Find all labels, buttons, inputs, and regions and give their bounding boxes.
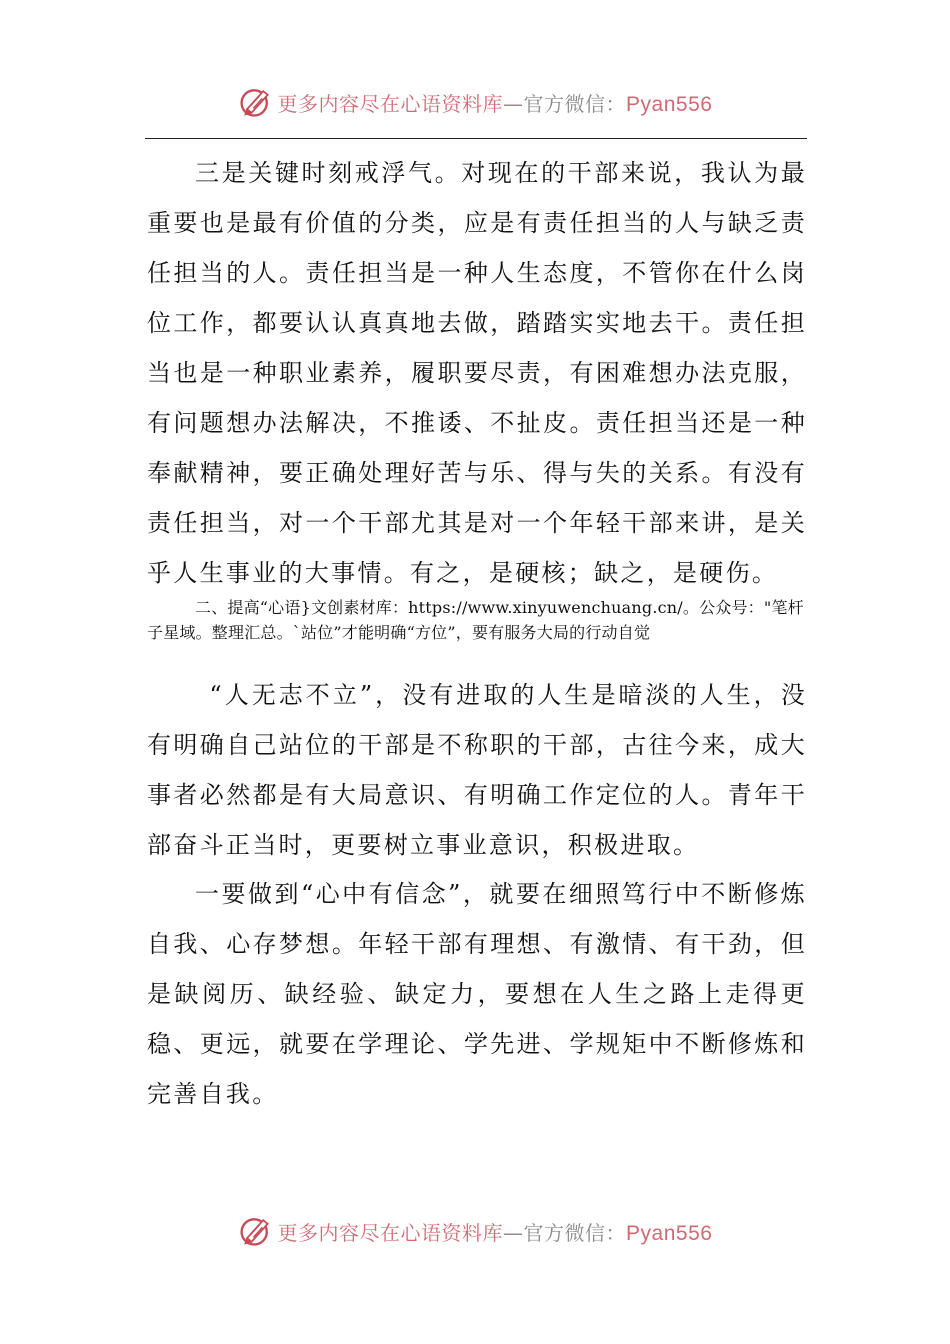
page-header-banner bbox=[0, 80, 950, 124]
banner-wechat-id: Pyan556 bbox=[626, 1221, 713, 1245]
banner-label: 官方微信： bbox=[523, 1220, 627, 1245]
body-paragraph-4: 一要做到“心中有信念”，就要在细照笃行中不断修炼自我、心存梦想。年轻干部有理想、有激情、有干劲，但是缺阅历、缺经验、缺定力，要想在人生之路上走得更稳、更远，就要在学理论、学先进、学规矩中不断修炼和完善自我。 bbox=[147, 880, 807, 1108]
pen-logo-icon bbox=[238, 84, 274, 120]
body-paragraph-3: “人无志不立”，没有进取的人生是暗淡的人生，没有明确自己站位的干部是不称职的干部，古往今来，成大事者必然都是有大局意识、有明确工作定位的人。青年干部奋斗正当时，更要树立事业意识，积极进取。 bbox=[147, 681, 807, 859]
banner-text bbox=[278, 88, 713, 117]
banner-wechat-id: Pyan556 bbox=[626, 92, 713, 116]
banner-main-text: 更多内容尽在心语资料库 bbox=[277, 1220, 504, 1245]
pen-logo-icon bbox=[238, 1213, 274, 1249]
section-heading-2: 二、提高“心语}文创素材库：https://www.xinyuwenchuang.cn/。公众号："笔杆子星域。整理汇总。`站位”才能明确“方位”，要有服务大局的行动自觉 bbox=[147, 598, 804, 642]
banner-dash: — bbox=[503, 91, 524, 116]
header-divider bbox=[145, 138, 807, 139]
body-paragraph-1: 三是关键时刻戒浮气。对现在的干部来说，我认为最重要也是最有价值的分类，应是有责任担当的人与缺乏责任担当的人。责任担当是一种人生态度，不管你在什么岗位工作，都要认认真真地去做，踏踏实实地去干。责任担当也是一种职业素养，履职要尽责，有困难想办法克服，有问题想办法解决，不推诿、不扯皮。责任担当还是一种奉献精神，要正确处理好苦与乐、得与失的关系。有没有责任担当，对一个干部尤其是对一个年轻干部来讲，是关乎人生事业的大事情。有之，是硬核；缺之，是硬伤。 bbox=[147, 159, 807, 587]
banner-text bbox=[278, 1217, 713, 1246]
banner-label: 官方微信： bbox=[523, 91, 627, 116]
page-footer-banner bbox=[0, 1209, 950, 1253]
banner-main-text: 更多内容尽在心语资料库 bbox=[277, 91, 504, 116]
banner-dash: — bbox=[503, 1220, 524, 1245]
